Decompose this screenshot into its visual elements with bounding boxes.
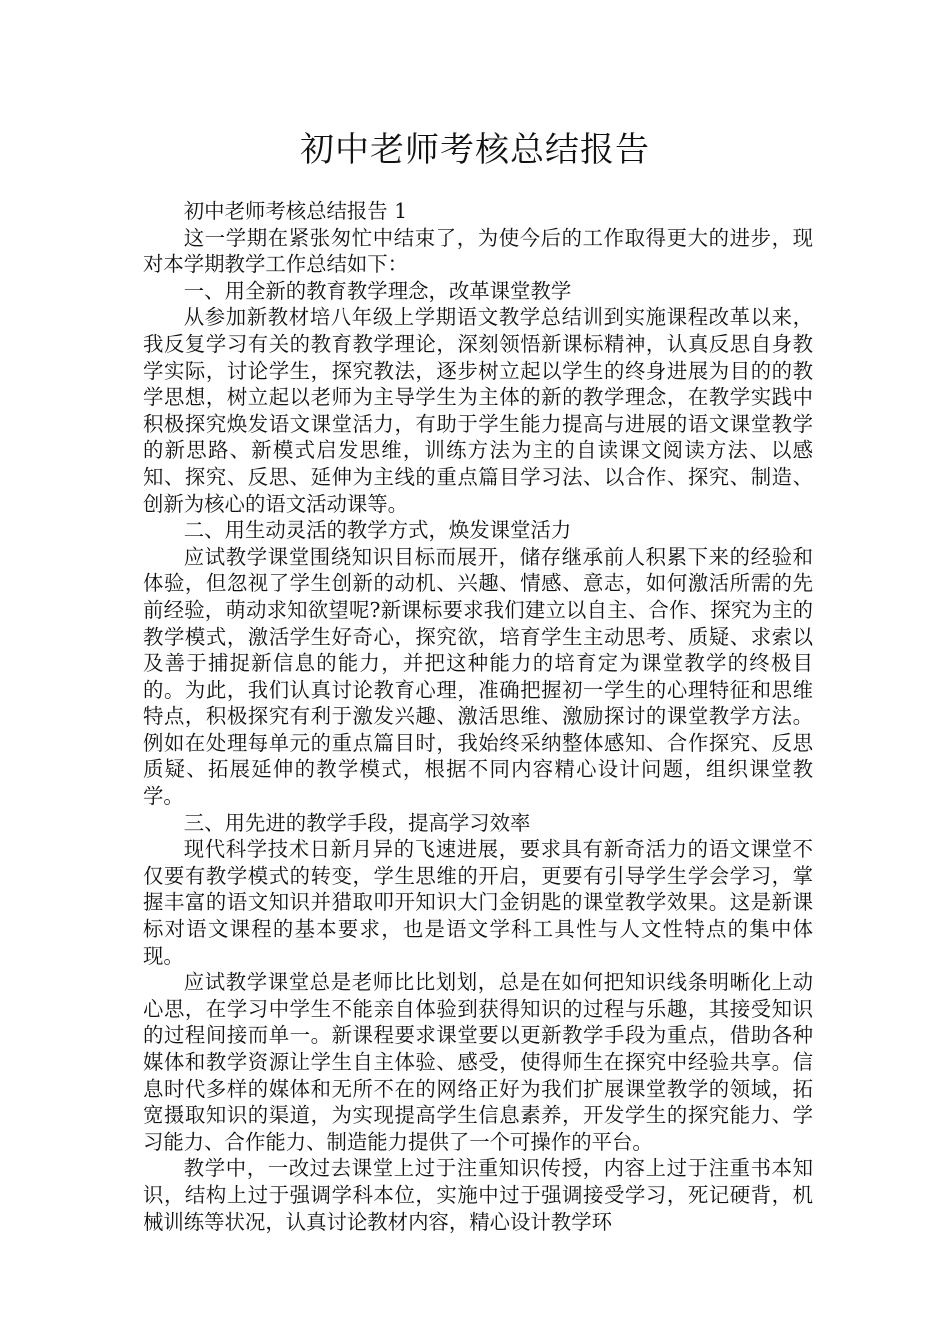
section-heading-3: 三、用先进的教学手段，提高学习效率 bbox=[183, 810, 531, 835]
section-heading-2: 二、用生动灵活的教学方式，焕发课堂活力 bbox=[183, 518, 572, 543]
section-3-paragraph-3: 教学中，一改过去课堂上过于注重知识传授，内容上过于注重书本知识，结构上过于强调学科本位，实施中过于强调接受学习，死记硬背，机械训练等状况，认真讨论教材内容，精心设计教学环 bbox=[143, 1156, 813, 1234]
section-3-paragraph-2: 应试教学课堂总是老师比比划划，总是在如何把知识线条明晰化上动心思，在学习中学生不能亲自体验到获得知识的过程与乐趣，其接受知识的过程间接而单一。新课程要求课堂要以更新教学手段为重点，借助各种媒体和教学资源让学生自主体验、感受，使得师生在探究中经验共享。信息时代多样的媒体和无所不在的网络正好为我们扩展课堂教学的领域，拓宽摄取知识的渠道，为实现提高学生信息素养，开发学生的探究能力、学习能力、合作能力、制造能力提供了一个可操作的平台。 bbox=[143, 970, 813, 1154]
document-body bbox=[143, 198, 813, 1235]
report-subtitle: 初中老师考核总结报告 1 bbox=[183, 199, 408, 223]
section-2-paragraph: 应试教学课堂围绕知识目标而展开，储存继承前人积累下来的经验和体验，但忽视了学生创新的动机、兴趣、情感、意志，如何激活所需的先前经验，萌动求知欲望呢?新课标要求我们建立以自主、合作、探究为主的教学模式，激活学生好奇心，探究欲，培育学生主动思考、质疑、求索以及善于捕捉新信息的能力，并把这种能力的培育定为课堂教学的终极目的。为此，我们认真讨论教育心理，准确把握初一学生的心理特征和思维特点，积极探究有利于激发兴趣、激活思维、激励探讨的课堂教学方法。例如在处理每单元的重点篇目时，我始终采纳整体感知、合作探究、反思质疑、拓展延伸的教学模式，根据不同内容精心设计问题，组织课堂教学。 bbox=[143, 544, 813, 809]
section-heading-1: 一、用全新的教育教学理念，改革课堂教学 bbox=[183, 278, 572, 303]
section-3-paragraph-1: 现代科学技术日新月异的飞速进展，要求具有新奇活力的语文课堂不仅要有教学模式的转变，学生思维的开启，更要有引导学生学会学习，掌握丰富的语文知识并猎取叩开知识大门金钥匙的课堂教学效果。这是新课标对语文课程的基本要求，也是语文学科工具性与人文性特点的集中体现。 bbox=[143, 837, 813, 968]
intro-paragraph: 这一学期在紧张匆忙中结束了，为使今后的工作取得更大的进步，现对本学期教学工作总结如下： bbox=[143, 225, 813, 277]
document-title: 初中老师考核总结报告 bbox=[300, 130, 650, 170]
section-1-paragraph: 从参加新教材培八年级上学期语文教学总结训到实施课程改革以来，我反复学习有关的教育教学理论，深刻领悟新课标精神，认真反思自身教学实际，讨论学生，探究教法，逐步树立起以学生的终身进展为目的的教学思想，树立起以老师为主导学生为主体的新的教学理念，在教学实践中积极探究焕发语文课堂活力，有助于学生能力提高与进展的语文课堂教学的新思路、新模式启发思维，训练方法为主的自读课文阅读方法、以感知、探究、反思、延伸为主线的重点篇目学习法、以合作、探究、制造、创新为核心的语文活动课等。 bbox=[143, 305, 813, 516]
